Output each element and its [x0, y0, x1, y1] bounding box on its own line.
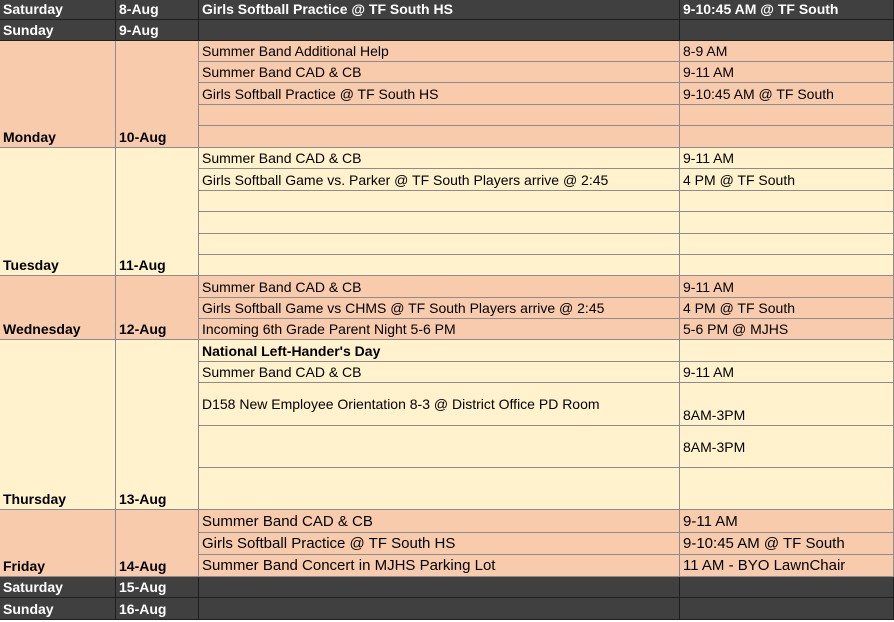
date-cell[interactable]	[116, 0, 199, 20]
event-cell-text: Girls Softball Practice @ TF South HS	[202, 535, 456, 552]
event-cell-text: Girls Softball Game vs CHMS @ TF South Players arrive @ 2:45	[202, 300, 605, 316]
date-cell-text: 13-Aug	[119, 491, 167, 507]
day-cell-text: Wednesday	[3, 321, 81, 337]
date-cell[interactable]	[116, 41, 199, 148]
event-cell[interactable]	[199, 426, 680, 468]
event-cell[interactable]	[199, 298, 680, 319]
date-cell[interactable]	[116, 276, 199, 340]
day-cell-text: Saturday	[3, 1, 63, 17]
day-cell-text: Monday	[3, 129, 56, 145]
event-cell[interactable]	[199, 555, 680, 577]
day-cell[interactable]	[0, 20, 116, 41]
date-cell-text: 15-Aug	[119, 579, 167, 595]
event-cell-text: Incoming 6th Grade Parent Night 5-6 PM	[202, 321, 456, 337]
event-cell-text: Summer Band CAD & CB	[202, 279, 362, 295]
time-cell-text: 9-10:45 AM @ TF South	[683, 86, 834, 102]
event-cell[interactable]	[199, 41, 680, 62]
time-cell-text: 9-11 AM	[683, 279, 735, 295]
date-cell-text: 12-Aug	[119, 321, 167, 337]
time-cell[interactable]	[680, 191, 894, 212]
time-cell[interactable]	[680, 212, 894, 234]
time-cell[interactable]	[680, 126, 894, 148]
date-cell[interactable]	[116, 598, 199, 620]
time-cell[interactable]	[680, 234, 894, 255]
event-cell[interactable]	[199, 510, 680, 533]
day-cell-text: Sunday	[3, 22, 54, 38]
day-cell-text: Tuesday	[3, 257, 59, 273]
date-cell[interactable]	[116, 20, 199, 41]
event-cell[interactable]	[199, 234, 680, 255]
date-cell[interactable]	[116, 148, 199, 276]
event-cell[interactable]	[199, 340, 680, 362]
date-cell-text: 9-Aug	[119, 22, 159, 38]
time-cell[interactable]	[680, 577, 894, 598]
event-cell[interactable]	[199, 105, 680, 126]
time-cell[interactable]	[680, 169, 894, 191]
event-cell-text: Girls Softball Practice @ TF South HS	[202, 86, 439, 102]
time-cell[interactable]	[680, 362, 894, 383]
time-cell-text: 8-9 AM	[683, 43, 728, 59]
time-cell-text: 8AM-3PM	[683, 438, 746, 455]
time-cell[interactable]	[680, 255, 894, 276]
event-cell[interactable]	[199, 276, 680, 298]
day-cell[interactable]	[0, 276, 116, 340]
event-cell[interactable]	[199, 148, 680, 169]
event-cell-text: National Left-Hander's Day	[202, 343, 381, 359]
event-cell-text: Summer Band CAD & CB	[202, 150, 362, 166]
event-cell[interactable]	[199, 319, 680, 340]
date-cell-text: 16-Aug	[119, 601, 167, 617]
time-cell[interactable]	[680, 276, 894, 298]
event-cell[interactable]	[199, 383, 680, 426]
time-cell-text: 9-10:45 AM @ TF South	[683, 1, 839, 17]
time-cell[interactable]	[680, 148, 894, 169]
date-cell-text: 11-Aug	[119, 257, 166, 273]
time-cell-text: 5-6 PM @ MJHS	[683, 321, 789, 337]
day-cell[interactable]	[0, 510, 116, 577]
day-cell[interactable]	[0, 598, 116, 620]
event-cell[interactable]	[199, 0, 680, 20]
event-cell-text: Summer Band CAD & CB	[202, 64, 362, 80]
event-cell[interactable]	[199, 468, 680, 510]
day-cell-text: Saturday	[3, 579, 63, 595]
time-cell-text: 4 PM @ TF South	[683, 300, 795, 316]
day-cell-text: Thursday	[3, 491, 67, 507]
event-cell-text: Summer Band Concert in MJHS Parking Lot	[202, 557, 496, 574]
event-cell[interactable]	[199, 62, 680, 83]
time-cell[interactable]	[680, 298, 894, 319]
day-cell[interactable]	[0, 0, 116, 20]
time-cell-text: 9-11 AM	[683, 364, 735, 380]
day-cell[interactable]	[0, 577, 116, 598]
date-cell-text: 14-Aug	[119, 558, 167, 574]
time-cell-text: 9-11 AM	[683, 150, 735, 166]
time-cell-text: 9-11 AM	[683, 513, 738, 530]
event-cell-text: Girls Softball Game vs. Parker @ TF South Players arrive @ 2:45	[202, 172, 609, 188]
time-cell[interactable]	[680, 0, 894, 20]
event-cell-text: Summer Band CAD & CB	[202, 364, 362, 380]
date-cell-text: 10-Aug	[119, 129, 167, 145]
time-cell[interactable]	[680, 340, 894, 362]
time-cell[interactable]	[680, 468, 894, 510]
time-cell[interactable]	[680, 41, 894, 62]
time-cell[interactable]	[680, 20, 894, 41]
date-cell[interactable]	[116, 340, 199, 510]
day-cell-text: Friday	[3, 558, 46, 574]
date-cell[interactable]	[116, 577, 199, 598]
time-cell[interactable]	[680, 383, 894, 426]
time-cell[interactable]	[680, 319, 894, 340]
day-cell[interactable]	[0, 340, 116, 510]
date-cell[interactable]	[116, 510, 199, 577]
event-cell[interactable]	[199, 255, 680, 276]
event-cell[interactable]	[199, 20, 680, 41]
event-cell[interactable]	[199, 191, 680, 212]
event-cell-text: Girls Softball Practice @ TF South HS	[202, 1, 453, 17]
time-cell-text: 4 PM @ TF South	[683, 172, 795, 188]
time-cell-text: 9-11 AM	[683, 64, 735, 80]
time-cell[interactable]	[680, 83, 894, 105]
event-cell-text: D158 New Employee Orientation 8-3 @ District Office PD Room	[202, 396, 600, 412]
event-cell-text: Summer Band Additional Help	[202, 43, 389, 59]
time-cell[interactable]	[680, 598, 894, 620]
time-cell[interactable]	[680, 62, 894, 83]
event-cell[interactable]	[199, 126, 680, 148]
time-cell[interactable]	[680, 105, 894, 126]
event-cell[interactable]	[199, 212, 680, 234]
day-cell-text: Sunday	[3, 601, 54, 617]
day-cell[interactable]	[0, 41, 116, 148]
date-cell-text: 8-Aug	[119, 1, 159, 17]
time-cell-text: 11 AM - BYO LawnChair	[683, 557, 846, 574]
event-cell[interactable]	[199, 83, 680, 105]
event-cell-text: Summer Band CAD & CB	[202, 513, 373, 530]
event-cell[interactable]	[199, 169, 680, 191]
event-cell[interactable]	[199, 598, 680, 620]
time-cell-text: 8AM-3PM	[683, 407, 746, 423]
day-cell[interactable]	[0, 148, 116, 276]
time-cell[interactable]	[680, 533, 894, 555]
event-cell[interactable]	[199, 362, 680, 383]
time-cell[interactable]	[680, 426, 894, 468]
time-cell[interactable]	[680, 555, 894, 577]
time-cell[interactable]	[680, 510, 894, 533]
time-cell-text: 9-10:45 AM @ TF South	[683, 535, 845, 552]
event-cell[interactable]	[199, 533, 680, 555]
event-cell[interactable]	[199, 577, 680, 598]
